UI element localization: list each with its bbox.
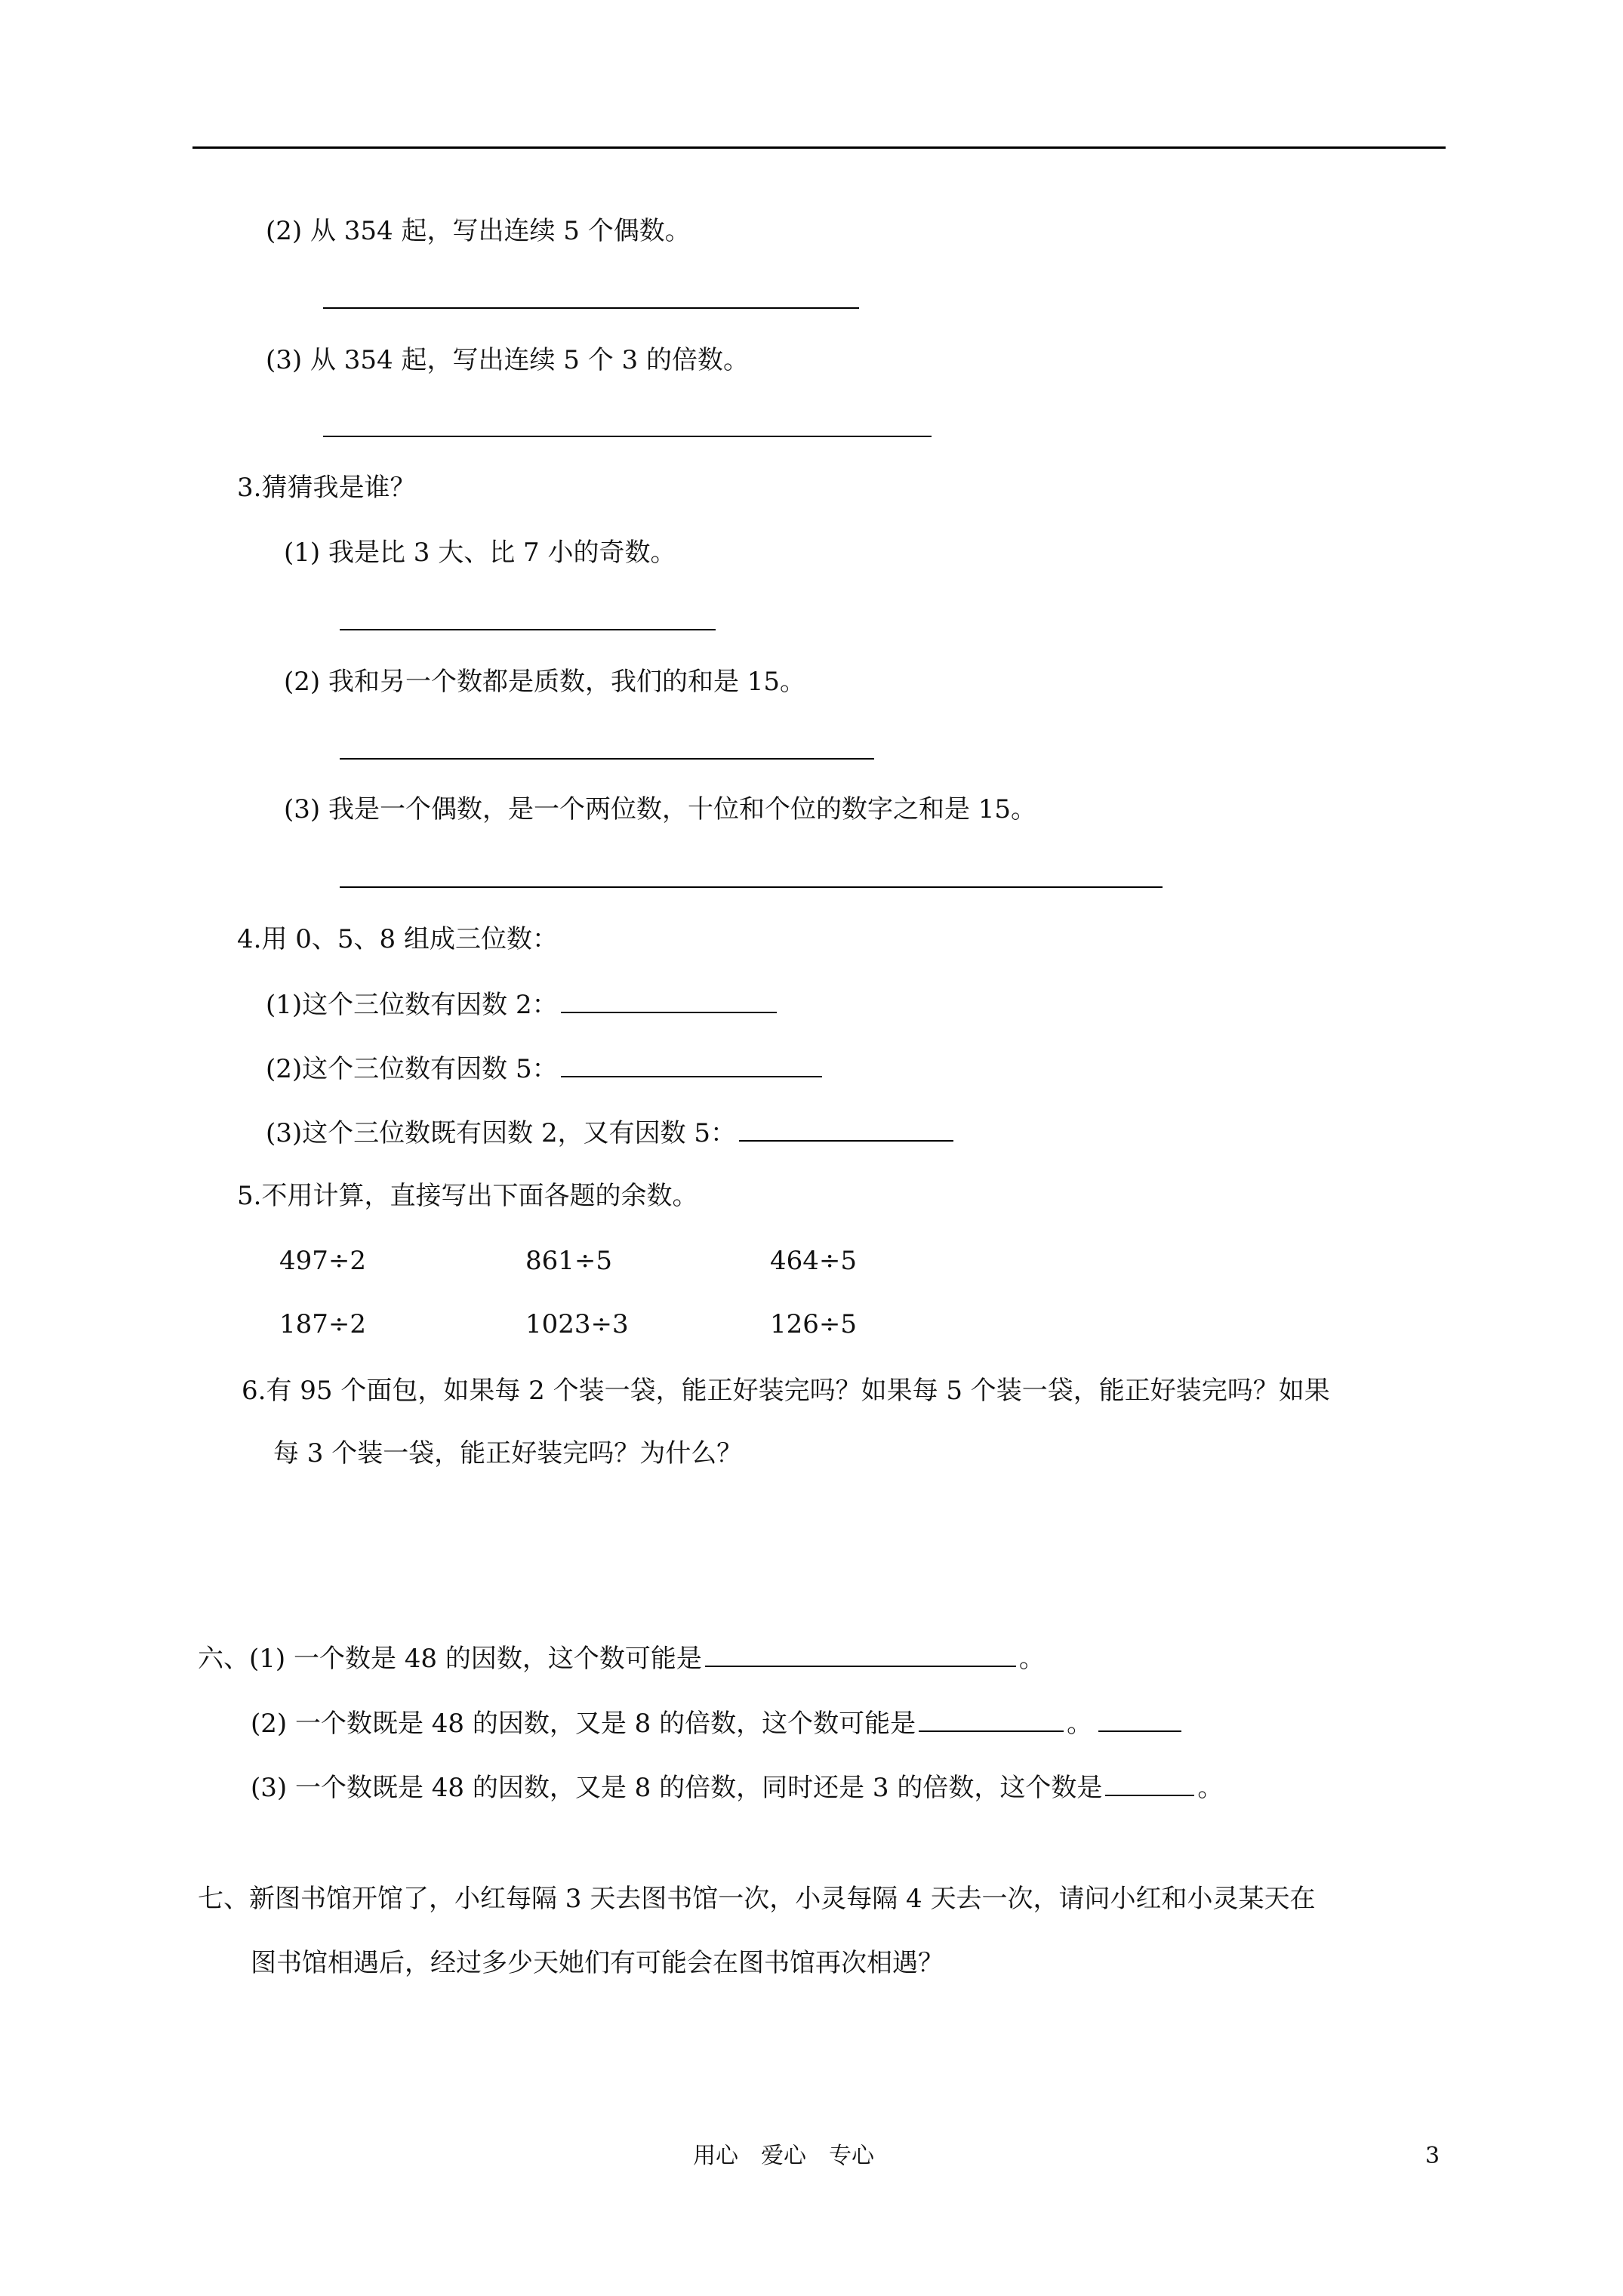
q5-expr-126-5: 126÷5 xyxy=(770,1309,858,1339)
q4-sub2-text: (2)这个三位数有因数 5： xyxy=(266,1054,558,1084)
footer-motto: 用心 爱心 专心 xyxy=(693,2143,874,2169)
q3-sub2-answer-blank[interactable] xyxy=(340,758,874,760)
q4-sub3 xyxy=(266,1117,956,1148)
six-sub1-end: 。 xyxy=(1018,1644,1045,1674)
q5-expr-187-2: 187÷2 xyxy=(279,1309,367,1339)
q4-sub3-text: (3)这个三位数既有因数 2，又有因数 5： xyxy=(266,1118,737,1148)
q4-sub1-text: (1)这个三位数有因数 2： xyxy=(266,990,558,1020)
six-sub3-text: (3) 一个数既是 48 的因数，又是 8 的倍数，同时还是 3 的倍数，这个数是 xyxy=(251,1773,1103,1803)
q5-expr-861-5: 861÷5 xyxy=(525,1246,613,1276)
six-sub3-end: 。 xyxy=(1197,1773,1224,1803)
q5-expr-1023-3: 1023÷3 xyxy=(525,1309,629,1339)
q2-sub2-answer-blank[interactable] xyxy=(323,307,859,309)
six-sub3 xyxy=(251,1772,1223,1803)
q4-sub3-answer-blank[interactable] xyxy=(739,1117,953,1142)
q4-title: 4.用 0、5、8 组成三位数： xyxy=(237,924,558,954)
six-sub1 xyxy=(198,1643,1045,1674)
q4-sub2-answer-blank[interactable] xyxy=(561,1053,822,1077)
q2-sub3: (3) 从 354 起，写出连续 5 个 3 的倍数。 xyxy=(266,345,749,375)
seven-line2: 图书馆相遇后，经过多少天她们有可能会在图书馆再次相遇？ xyxy=(251,1948,944,1978)
six-sub2-text: (2) 一个数既是 48 的因数，又是 8 的倍数，这个数可能是 xyxy=(251,1709,916,1739)
six-sub2 xyxy=(251,1708,1184,1739)
q2-sub3-answer-blank[interactable] xyxy=(323,436,932,437)
q6-line2: 每 3 个装一袋，能正好装完吗？为什么？ xyxy=(273,1438,743,1469)
q4-sub1 xyxy=(266,989,780,1020)
q5-expr-497-2: 497÷2 xyxy=(279,1246,367,1276)
seven-line1: 七、新图书馆开馆了，小红每隔 3 天去图书馆一次，小灵每隔 4 天去一次，请问小红和小灵某天在 xyxy=(198,1884,1316,1914)
page-number: 3 xyxy=(1425,2143,1440,2169)
q3-sub1: (1) 我是比 3 大、比 7 小的奇数。 xyxy=(284,538,676,568)
six-sub1-text: 六、(1) 一个数是 48 的因数，这个数可能是 xyxy=(198,1644,702,1674)
q4-sub1-answer-blank[interactable] xyxy=(561,989,777,1013)
q3-sub2: (2) 我和另一个数都是质数，我们的和是 15。 xyxy=(284,667,806,697)
q2-sub2: (2) 从 354 起，写出连续 5 个偶数。 xyxy=(266,216,691,246)
q5-title: 5.不用计算，直接写出下面各题的余数。 xyxy=(237,1181,698,1211)
q3-sub3: (3) 我是一个偶数，是一个两位数，十位和个位的数字之和是 15。 xyxy=(284,794,1037,824)
six-sub2-end: 。 xyxy=(1067,1709,1093,1739)
q6-line1: 6.有 95 个面包，如果每 2 个装一袋，能正好装完吗？如果每 5 个装一袋，能正好装完吗？如果 xyxy=(242,1376,1330,1406)
six-sub3-answer-blank[interactable] xyxy=(1105,1772,1194,1796)
header-rule xyxy=(192,146,1446,149)
q4-sub2 xyxy=(266,1053,825,1084)
q3-title: 3.猜猜我是谁？ xyxy=(237,473,416,503)
six-sub1-answer-blank[interactable] xyxy=(705,1643,1016,1667)
q3-sub3-answer-blank[interactable] xyxy=(340,886,1163,888)
q5-expr-464-5: 464÷5 xyxy=(770,1246,858,1276)
q3-sub1-answer-blank[interactable] xyxy=(340,629,716,630)
six-sub2-extra-blank[interactable] xyxy=(1098,1708,1181,1732)
six-sub2-answer-blank[interactable] xyxy=(919,1708,1064,1732)
